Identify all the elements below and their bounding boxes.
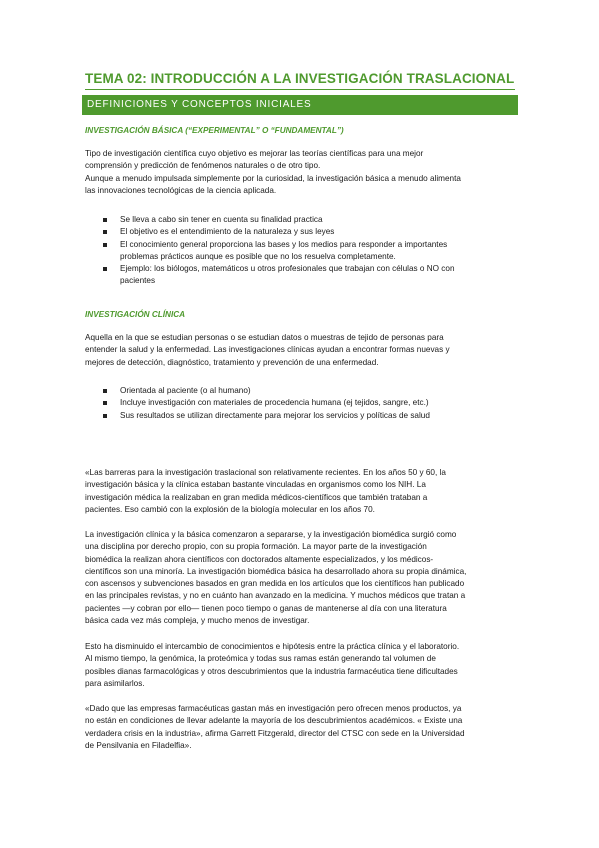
text-line: Aquella en la que se estudian personas o se estudian datos o muestras de tejido de personas para [85, 333, 444, 342]
bullet-icon [103, 267, 107, 271]
text-line: mejores de detección, diagnóstico, tratamiento y prevención de una enfermedad. [85, 357, 379, 367]
text-line: en las principales revistas, y no en cuánto han avanzado en la medicina. Y muchos médicos que tratan a [85, 591, 466, 601]
text-line: «Dado que las empresas farmacéuticas gastan más en investigación pero ofrecen menos productos, ya [85, 704, 462, 713]
text-line: Esto ha disminuido el intercambio de conocimientos e hipótesis entre la práctica clínica y el laboratorio. [85, 642, 460, 651]
list-item: Ejemplo: los biólogos, matemáticos u otros profesionales que trabajan con células o NO con pacientes [100, 263, 518, 288]
list-item: El conocimiento general proporciona las bases y los medios para responder a importantes problemas prácticos aunque es posible que no los resuelva completamente. [100, 239, 518, 264]
clinical-research-paragraph [85, 332, 517, 369]
list-item: Incluye investigación con materiales de procedencia humana (ej tejidos, sangre, etc.) [100, 397, 518, 409]
text-line: con ascensos y subvenciones basados en gran medida en los artículos que los científicos han publicado [85, 579, 465, 589]
text-line: Aunque a menudo impulsada simplemente por la curiosidad, la investigación básica a menudo alimenta [85, 173, 461, 183]
bullet-icon [103, 243, 107, 247]
list-item: El objetivo es el entendimiento de la naturaleza y sus leyes [100, 226, 518, 238]
section-band-label: DEFINICIONES Y CONCEPTOS INICIALES [87, 99, 312, 110]
list-item: Orientada al paciente (o al humano) [100, 385, 518, 397]
text-line: La investigación clínica y la básica comenzaron a separarse, y la investigación biomédica surgió como [85, 530, 457, 539]
text-line: pacientes. Eso cambió con la explosión de la biología molecular en los años 70. [85, 504, 375, 514]
text-line: no están en condiciones de llevar adelante la mayoría de los descubrimientos académicos. « Existe una [85, 716, 463, 726]
text-line: investigación básica y la clínica estaban bastante vinculadas en organismos como los NIH. La [85, 480, 426, 490]
text-line: básica cada vez más compleja, y mucho menos de investigar. [85, 616, 310, 626]
bullet-icon [103, 218, 107, 222]
clinical-research-heading: INVESTIGACIÓN CLÍNICA [85, 310, 186, 319]
list-item: Sus resultados se utilizan directamente para mejorar los servicios y políticas de salud [100, 410, 518, 422]
clinical-research-list [100, 385, 518, 422]
bullet-icon [103, 414, 107, 418]
text-line: las innovaciones tecnológicas de la ciencia aplicada. [85, 185, 277, 195]
basic-research-heading: INVESTIGACIÓN BÁSICA (“EXPERIMENTAL” O “FUNDAMENTAL”) [85, 126, 344, 135]
text-line: de Pensilvania en Filadelfia». [85, 740, 192, 750]
quote-paragraph-2 [85, 703, 517, 752]
body-paragraph-2 [85, 529, 517, 627]
text-line: posibles dianas farmacológicas y otros descubrimientos que la industria farmacéutica tiene dificultades [85, 666, 458, 676]
text-line: biomédica la realizan ahora científicos con doctorados altamente especializados, y los médicos- [85, 554, 434, 564]
body-paragraph-3 [85, 641, 517, 690]
basic-research-list [100, 214, 518, 288]
text-line: investigación médica la realizaban en gran medida médicos-científicos que también trataban a [85, 492, 428, 502]
text-line: una disciplina por derecho propio, con su propia formación. La mayor parte de la investigación [85, 542, 427, 552]
text-line: comprensión y predicción de fenómenos naturales o de otro tipo. [85, 161, 321, 171]
text-line: Tipo de investigación científica cuyo objetivo es mejorar las teorías científicas para una mejor [85, 149, 424, 158]
list-item: Se lleva a cabo sin tener en cuenta su finalidad practica [100, 214, 518, 226]
text-line: Al mismo tiempo, la genómica, la proteómica y todas sus ramas están generando tal volumen de [85, 654, 436, 664]
title-underline [85, 89, 515, 90]
document-title: TEMA 02: INTRODUCCIÓN A LA INVESTIGACIÓN TRASLACIONAL [85, 71, 515, 86]
quote-paragraph-1 [85, 467, 517, 516]
text-line: verdadera crisis en la industria», afirma Garrett Fitzgerald, director del CTSC con sede en la Universidad [85, 728, 465, 738]
bullet-icon [103, 401, 107, 405]
bullet-icon [103, 230, 107, 234]
bullet-icon [103, 389, 107, 393]
text-line: «Las barreras para la investigación traslacional son relativamente recientes. En los años 50 y 60, la [85, 468, 446, 477]
text-line: científicos son una minoría. La investigación biomédica básica ha desarrollado ahora su propia dinámica, [85, 566, 467, 576]
text-line: para asimilarlos. [85, 678, 145, 688]
text-line: pacientes —y cobran por ello— tienen poco tiempo o ganas de mantenerse al día con una literatura [85, 603, 447, 613]
text-line: entender la salud y la enfermedad. Las investigaciones clínicas ayudan a encontrar formas nuevas y [85, 345, 450, 355]
basic-research-paragraph [85, 148, 517, 197]
section-band [82, 95, 518, 115]
